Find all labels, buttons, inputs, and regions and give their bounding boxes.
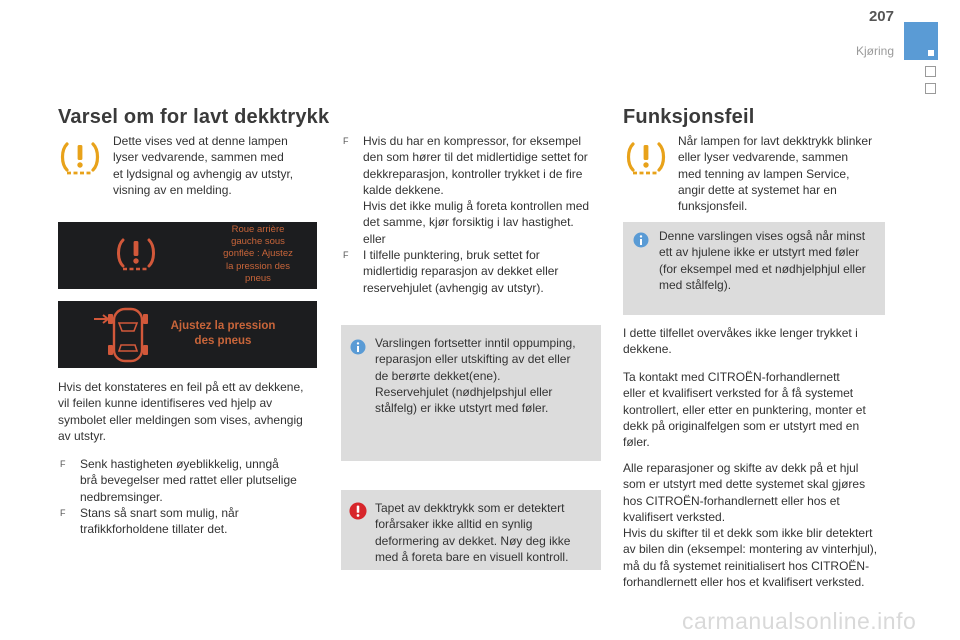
list-item: F I tilfelle punktering, bruk settet for midlertidig reparasjon av dekket eller reservehjulet (avhengig av utstyr). bbox=[341, 247, 589, 296]
right-heading: Funksjonsfeil bbox=[623, 106, 755, 128]
low-tyre-pressure-warning-icon bbox=[624, 140, 668, 178]
car-top-view-icon bbox=[88, 305, 168, 365]
tyre-pressure-display-icon bbox=[114, 236, 158, 274]
info-note-middle bbox=[341, 325, 601, 461]
list-item: F Senk hastigheten øyeblikkelig, unngå brå bevegelser med rattet eller plutselige nedbremsinger. bbox=[58, 456, 297, 505]
left-bullet-list bbox=[58, 456, 297, 537]
info-icon bbox=[633, 232, 649, 248]
warning-note-middle bbox=[341, 490, 601, 570]
dashboard-display-2 bbox=[58, 301, 317, 368]
right-paragraph-1: I dette tilfellet overvåkes ikke lenger trykket i dekkene. bbox=[623, 326, 858, 357]
low-tyre-pressure-warning-icon bbox=[58, 140, 102, 178]
warning-note-text: Tapet av dekktrykk som er detektert forårsaker ikke alltid en synlig deformering av dekket. Nøy deg ikke med å foreta bare en visuell kontroll. bbox=[375, 501, 571, 564]
list-item: F Stans så snart som mulig, når trafikkforholdene tillater det. bbox=[58, 505, 297, 538]
right-intro: Når lampen for lavt dekktrykk blinker eller lyser vedvarende, sammen med tenning av lampen Service, angir dette at systemet har en funksjonsfeil. bbox=[678, 134, 873, 214]
list-item: F Hvis du har en kompressor, for eksempel den som hører til det midlertidige settet for dekkreparasjon, kontroller trykket i de fire kalde dekkene. bbox=[341, 133, 589, 198]
display-2-message: Ajustez la pression des pneus bbox=[170, 320, 276, 347]
left-paragraph: Hvis det konstateres en feil på ett av dekkene, vil feilen kunne identifiseres ved hjelp av symbolet eller meldingen som vises, avhengig av utstyr. bbox=[58, 380, 304, 443]
dashboard-display-1 bbox=[58, 222, 317, 289]
chapter-marker-1 bbox=[925, 66, 936, 77]
right-paragraph-2: Ta kontakt med CITROËN-forhandlernett eller et kvalifisert verksted for å få systemet kontrollert, eller etter en punktering, monter et dekk på originalfelgen som er utstyrt med en føler. bbox=[623, 370, 866, 450]
left-intro: Dette vises ved at denne lampen lyser vedvarende, sammen med et lydsignal og avhengig av utstyr, visning av en melding. bbox=[113, 134, 294, 197]
info-note-right bbox=[623, 222, 885, 315]
chapter-tab bbox=[904, 22, 938, 60]
left-heading: Varsel om for lavt dekktrykk bbox=[58, 106, 330, 128]
info-note-text: Denne varslingen vises også når minst ett av hjulene ikke er utstyrt med føler (for eksempel med et nødhjelphjul eller med stålfelg). bbox=[659, 229, 866, 292]
section-name: Kjøring bbox=[855, 44, 894, 58]
display-1-message: Roue arrière gauche sous gonflée : Ajustez la pression des pneus bbox=[223, 224, 293, 284]
watermark: carmanualsonline.info bbox=[682, 608, 917, 634]
info-note-text: Varslingen fortsetter inntil oppumping, reparasjon eller utskifting av det eller de berørte dekket(ene). Reservehjulet (nødhjelpshjul eller stålfelg) er ikke utstyrt med føler. bbox=[375, 336, 576, 416]
info-icon bbox=[350, 339, 366, 355]
chapter-marker-2 bbox=[925, 83, 936, 94]
middle-instructions bbox=[341, 133, 589, 296]
page-number: 207 bbox=[868, 8, 894, 25]
warning-exclamation-icon bbox=[349, 502, 367, 520]
plain-text: eller bbox=[363, 231, 386, 246]
plain-text: Hvis det ikke mulig å foreta kontrollen med det samme, kjør forsiktig i lav hastighet. bbox=[363, 199, 590, 230]
right-paragraph-3: Alle reparasjoner og skifte av dekk på et hjul som er utstyrt med dette systemet skal gjøres hos CITROËN-forhandlernett eller hos et kvalifisert verksted. Hvis du skifter til et dekk som ikke blir detektert av bilen din (eksempel: montering av vinterhjul), må du få systemet reinitialisert hos CITROËN- forhandlernett eller hos et kvalifisert verksted. bbox=[623, 461, 878, 590]
